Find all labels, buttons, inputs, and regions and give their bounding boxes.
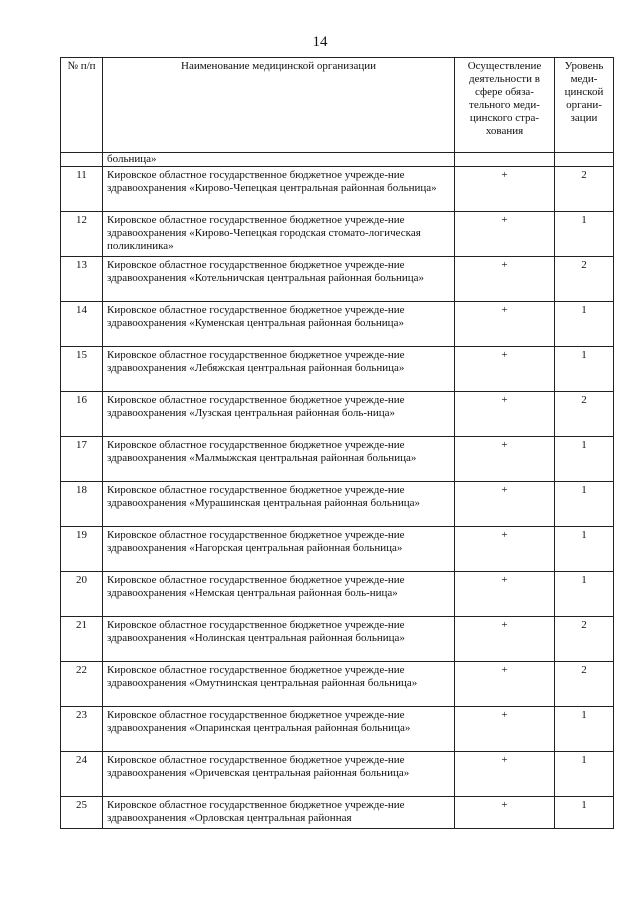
table-row (61, 347, 614, 392)
row-insurance: + (455, 707, 555, 752)
row-number: 24 (61, 752, 103, 797)
row-number: 20 (61, 572, 103, 617)
row-level: 2 (555, 392, 614, 437)
organizations-table (60, 57, 614, 829)
table-row (61, 617, 614, 662)
page-number: 14 (312, 34, 328, 50)
row-level: 2 (555, 617, 614, 662)
row-level: 1 (555, 212, 614, 257)
row-name: Кировское областное государственное бюджетное учрежде-ние здравоохранения «Нолинская центральная районная больница» (103, 617, 455, 662)
row-level: 2 (555, 167, 614, 212)
table-row (61, 752, 614, 797)
row-level: 2 (555, 257, 614, 302)
row-insurance: + (455, 212, 555, 257)
row-number: 17 (61, 437, 103, 482)
row-level: 2 (555, 662, 614, 707)
row-name: Кировское областное государственное бюджетное учрежде-ние здравоохранения «Омутнинская центральная районная больница» (103, 662, 455, 707)
row-name: Кировское областное государственное бюджетное учрежде-ние здравоохранения «Опаринская центральная районная больница» (103, 707, 455, 752)
table-row (61, 572, 614, 617)
table-header-row (61, 58, 614, 153)
row-name: Кировское областное государственное бюджетное учрежде-ние здравоохранения «Оричевская центральная районная больница» (103, 752, 455, 797)
table-row (61, 302, 614, 347)
header-number: № п/п (61, 58, 103, 153)
row-name: Кировское областное государственное бюджетное учрежде-ние здравоохранения «Мурашинская центральная районная больница» (103, 482, 455, 527)
row-insurance: + (455, 392, 555, 437)
row-number: 11 (61, 167, 103, 212)
row-insurance: + (455, 167, 555, 212)
row-level: 1 (555, 572, 614, 617)
row-number: 15 (61, 347, 103, 392)
row-name: Кировское областное государственное бюджетное учрежде-ние здравоохранения «Малмыжская центральная районная больница» (103, 437, 455, 482)
row-insurance: + (455, 572, 555, 617)
row-level: 1 (555, 347, 614, 392)
table-row (61, 662, 614, 707)
row-insurance: + (455, 482, 555, 527)
header-name: Наименование медицинской организации (103, 58, 455, 153)
continuation-text: больница» (103, 153, 455, 167)
row-name: Кировское областное государственное бюджетное учрежде-ние здравоохранения «Лебяжская центральная районная больница» (103, 347, 455, 392)
continuation-row (61, 153, 614, 167)
row-insurance: + (455, 437, 555, 482)
row-level: 1 (555, 707, 614, 752)
row-name: Кировское областное государственное бюджетное учрежде-ние здравоохранения «Лузская центральная районная боль-ница» (103, 392, 455, 437)
row-number: 22 (61, 662, 103, 707)
row-number: 25 (61, 797, 103, 829)
row-insurance: + (455, 302, 555, 347)
row-name: Кировское областное государственное бюджетное учрежде-ние здравоохранения «Куменская центральная районная больница» (103, 302, 455, 347)
table-row (61, 212, 614, 257)
row-name: Кировское областное государственное бюджетное учрежде-ние здравоохранения «Котельничская центральная районная больница» (103, 257, 455, 302)
row-insurance: + (455, 662, 555, 707)
row-insurance: + (455, 617, 555, 662)
table-row (61, 167, 614, 212)
row-name: Кировское областное государственное бюджетное учрежде-ние здравоохранения «Кирово-Чепецкая центральная районная больница» (103, 167, 455, 212)
row-insurance: + (455, 797, 555, 829)
row-level: 1 (555, 797, 614, 829)
row-name: Кировское областное государственное бюджетное учрежде-ние здравоохранения «Немская центральная районная боль-ница» (103, 572, 455, 617)
row-number: 18 (61, 482, 103, 527)
row-insurance: + (455, 752, 555, 797)
header-level: Уровень меди-цинской органи-зации (555, 58, 614, 153)
row-insurance: + (455, 257, 555, 302)
row-number: 12 (61, 212, 103, 257)
table-row (61, 527, 614, 572)
row-number: 13 (61, 257, 103, 302)
table-row (61, 797, 614, 829)
row-number: 21 (61, 617, 103, 662)
row-insurance: + (455, 527, 555, 572)
row-level: 1 (555, 482, 614, 527)
table-row (61, 707, 614, 752)
row-number: 19 (61, 527, 103, 572)
table-row (61, 257, 614, 302)
row-name: Кировское областное государственное бюджетное учрежде-ние здравоохранения «Нагорская центральная районная больница» (103, 527, 455, 572)
table-row (61, 482, 614, 527)
header-insurance: Осуществление деятельности в сфере обяза-тельного меди-цинского стра-хования (455, 58, 555, 153)
row-level: 1 (555, 527, 614, 572)
row-level: 1 (555, 752, 614, 797)
row-name: Кировское областное государственное бюджетное учрежде-ние здравоохранения «Кирово-Чепецкая городская стомато-логическая поликлиника» (103, 212, 455, 257)
row-level: 1 (555, 437, 614, 482)
table-row (61, 437, 614, 482)
row-insurance: + (455, 347, 555, 392)
table-row (61, 392, 614, 437)
row-number: 14 (61, 302, 103, 347)
row-level: 1 (555, 302, 614, 347)
row-number: 16 (61, 392, 103, 437)
row-name: Кировское областное государственное бюджетное учрежде-ние здравоохранения «Орловская центральная районная (103, 797, 455, 829)
row-number: 23 (61, 707, 103, 752)
